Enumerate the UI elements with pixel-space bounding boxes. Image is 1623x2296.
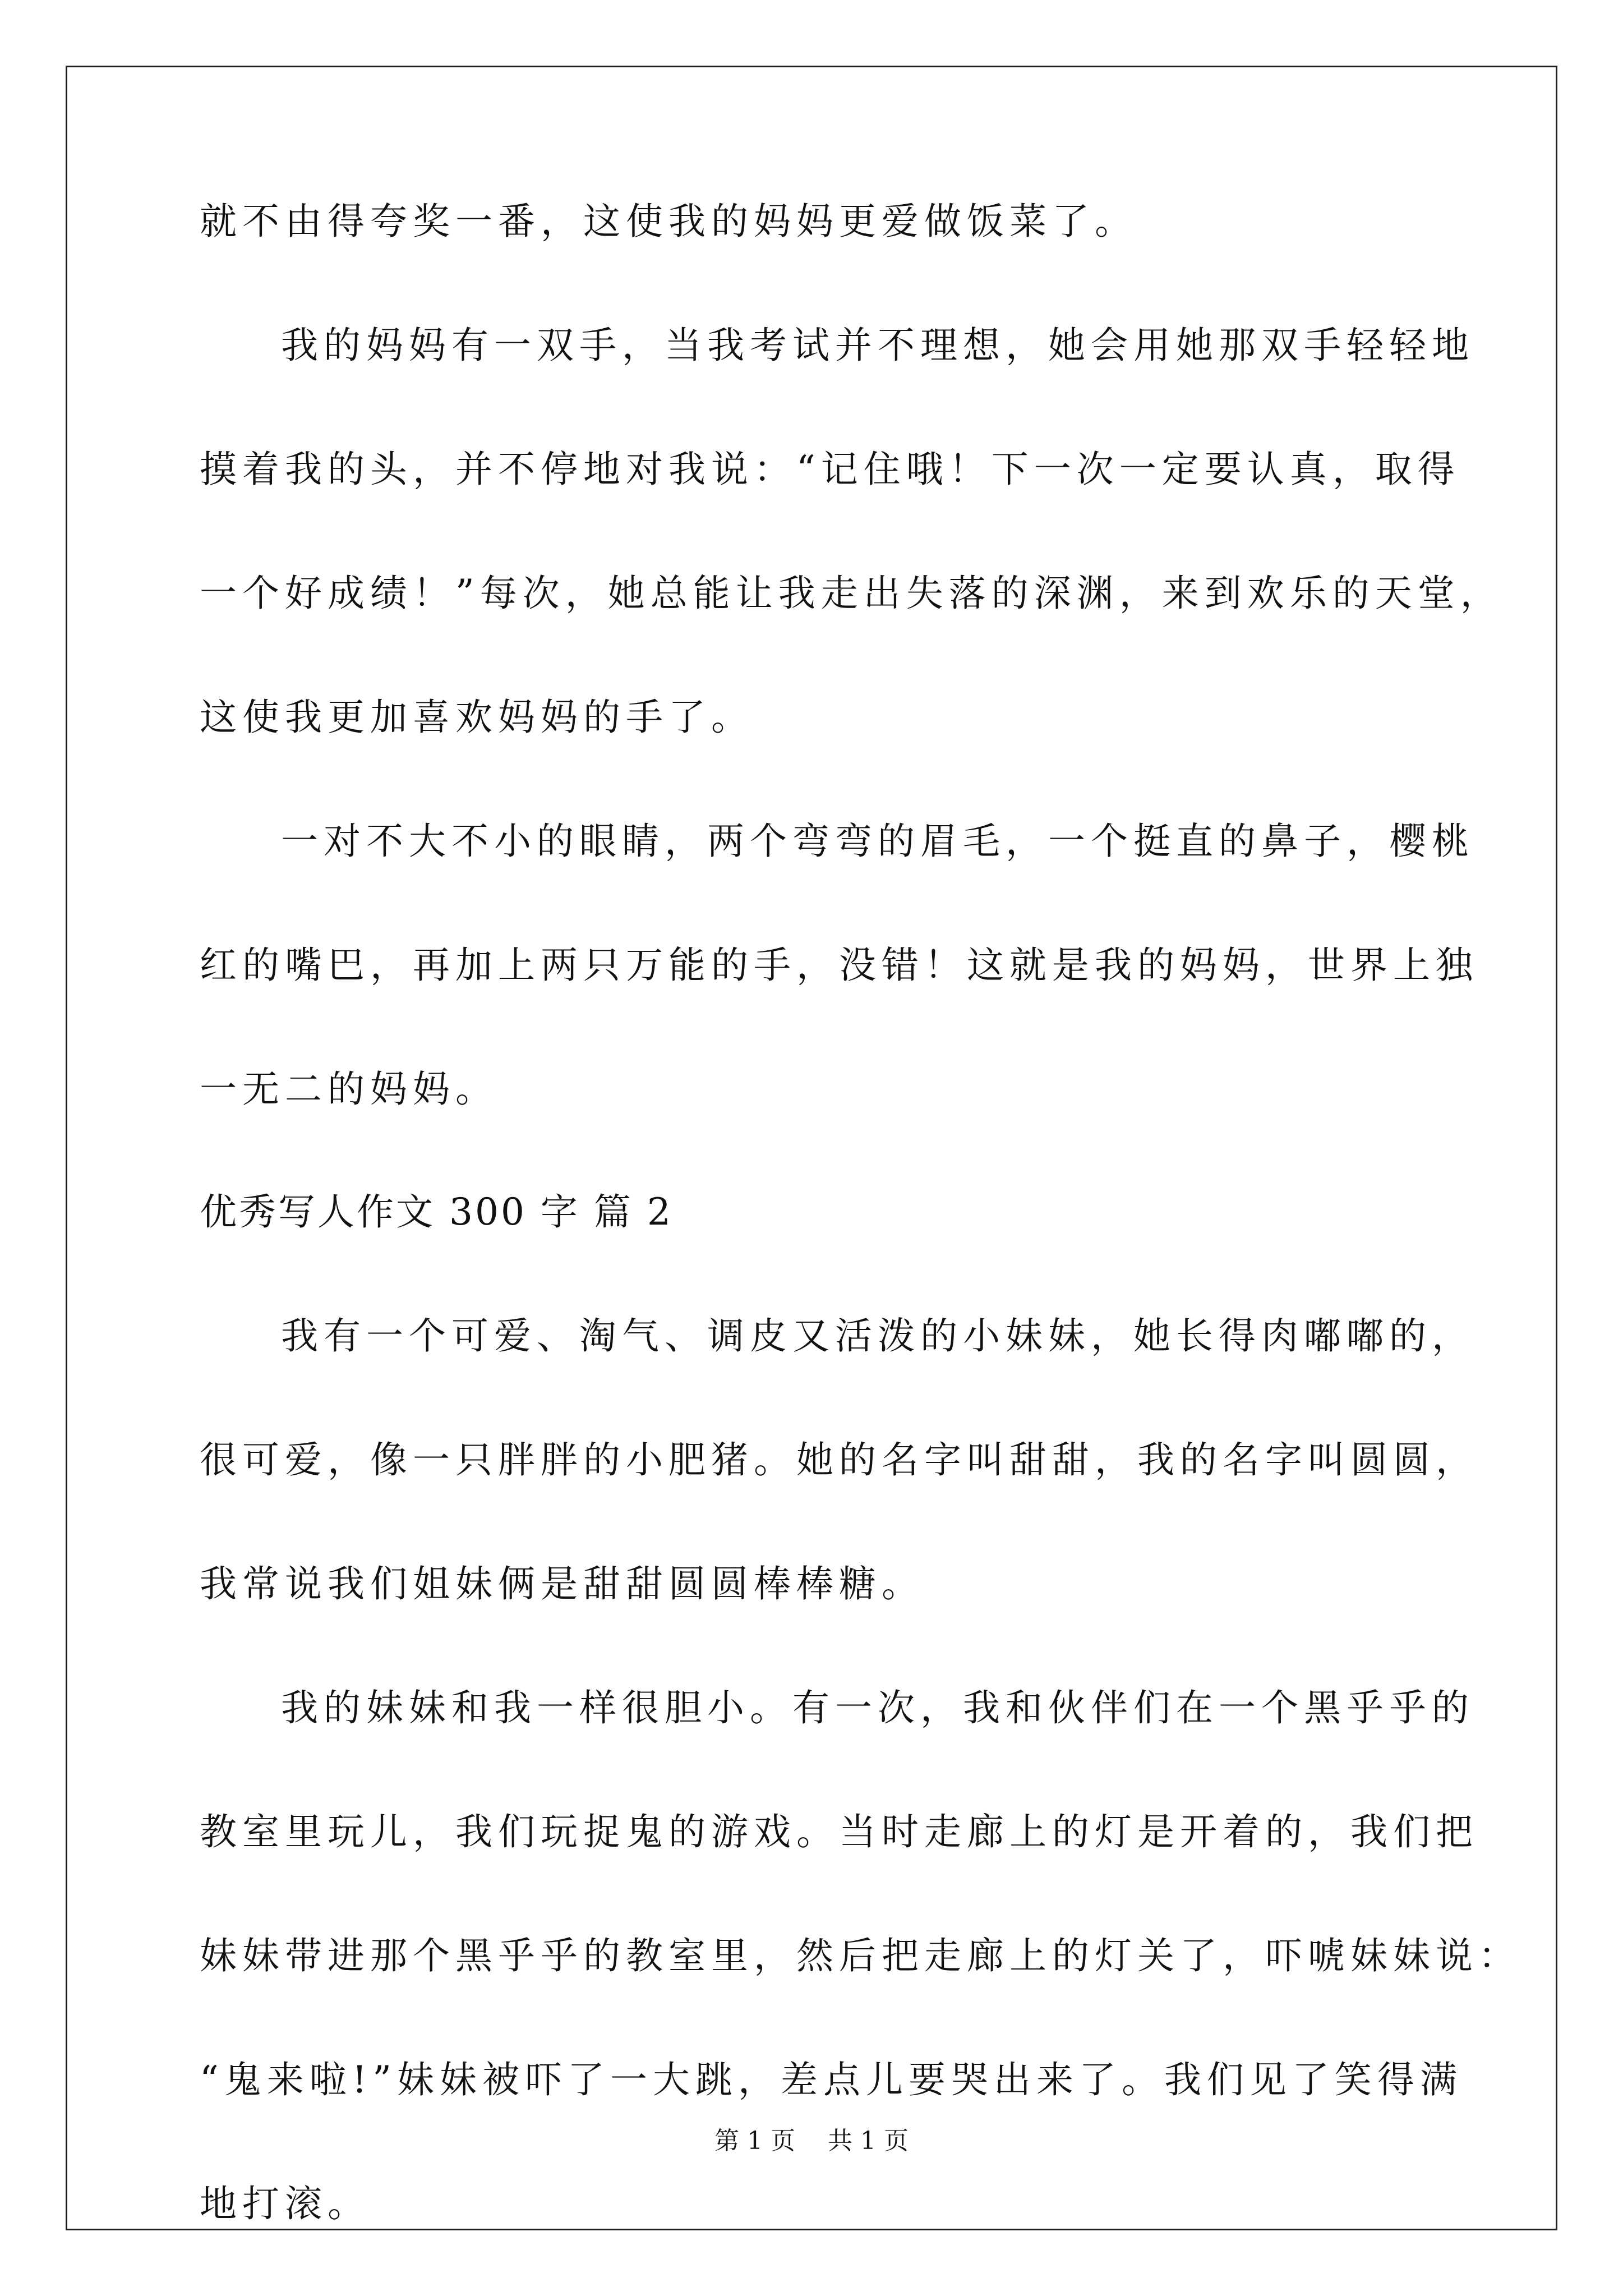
section-heading: 优秀写人作文 300 字 篇 2: [200, 1190, 673, 1234]
paragraph-line: 我的妹妹和我一样很胆小。有一次，我和伙伴们在一个黑乎乎的: [281, 1686, 1474, 1729]
paragraph-line: 一个好成绩！”每次，她总能让我走出失落的深渊，来到欢乐的天堂，: [200, 572, 1503, 615]
paragraph-line: 一无二的妈妈。: [200, 1068, 498, 1111]
paragraph-line: 地打滚。: [200, 2182, 370, 2225]
paragraph-line: 我的妈妈有一双手，当我考试并不理想，她会用她那双手轻轻地: [281, 324, 1474, 367]
page-footer: [0, 2129, 1623, 2154]
page-total: 共 1 页: [828, 2127, 909, 2155]
paragraph-line: 摸着我的头，并不停地对我说：“记住哦！下一次一定要认真，取得: [200, 448, 1460, 491]
paragraph-line: 就不由得夸奖一番，这使我的妈妈更爱做饭菜了。: [200, 200, 1137, 243]
paragraph-line: 教室里玩儿，我们玩捉鬼的游戏。当时走廊上的灯是开着的，我们把: [200, 1810, 1478, 1853]
page-border: [66, 66, 1557, 2230]
paragraph-line: 我有一个可爱、淘气、调皮又活泼的小妹妹，她长得肉嘟嘟的，: [281, 1314, 1474, 1358]
paragraph-line: “鬼来啦!”妹妹被吓了一大跳，差点儿要哭出来了。我们见了笑得满: [200, 2058, 1463, 2101]
paragraph-line: 红的嘴巴，再加上两只万能的手，没错！这就是我的妈妈，世界上独: [200, 944, 1478, 987]
paragraph-line: 我常说我们姐妹俩是甜甜圆圆棒棒糖。: [200, 1562, 924, 1605]
paragraph-line: 一对不大不小的眼睛，两个弯弯的眉毛，一个挺直的鼻子，樱桃: [281, 820, 1474, 863]
paragraph-line: 很可爱，像一只胖胖的小肥猪。她的名字叫甜甜，我的名字叫圆圆，: [200, 1438, 1478, 1481]
page-number: 第 1 页: [714, 2127, 795, 2155]
paragraph-line: 妹妹带进那个黑乎乎的教室里，然后把走廊上的灯关了，吓唬妹妹说：: [200, 1934, 1521, 1977]
paragraph-line: 这使我更加喜欢妈妈的手了。: [200, 696, 754, 739]
